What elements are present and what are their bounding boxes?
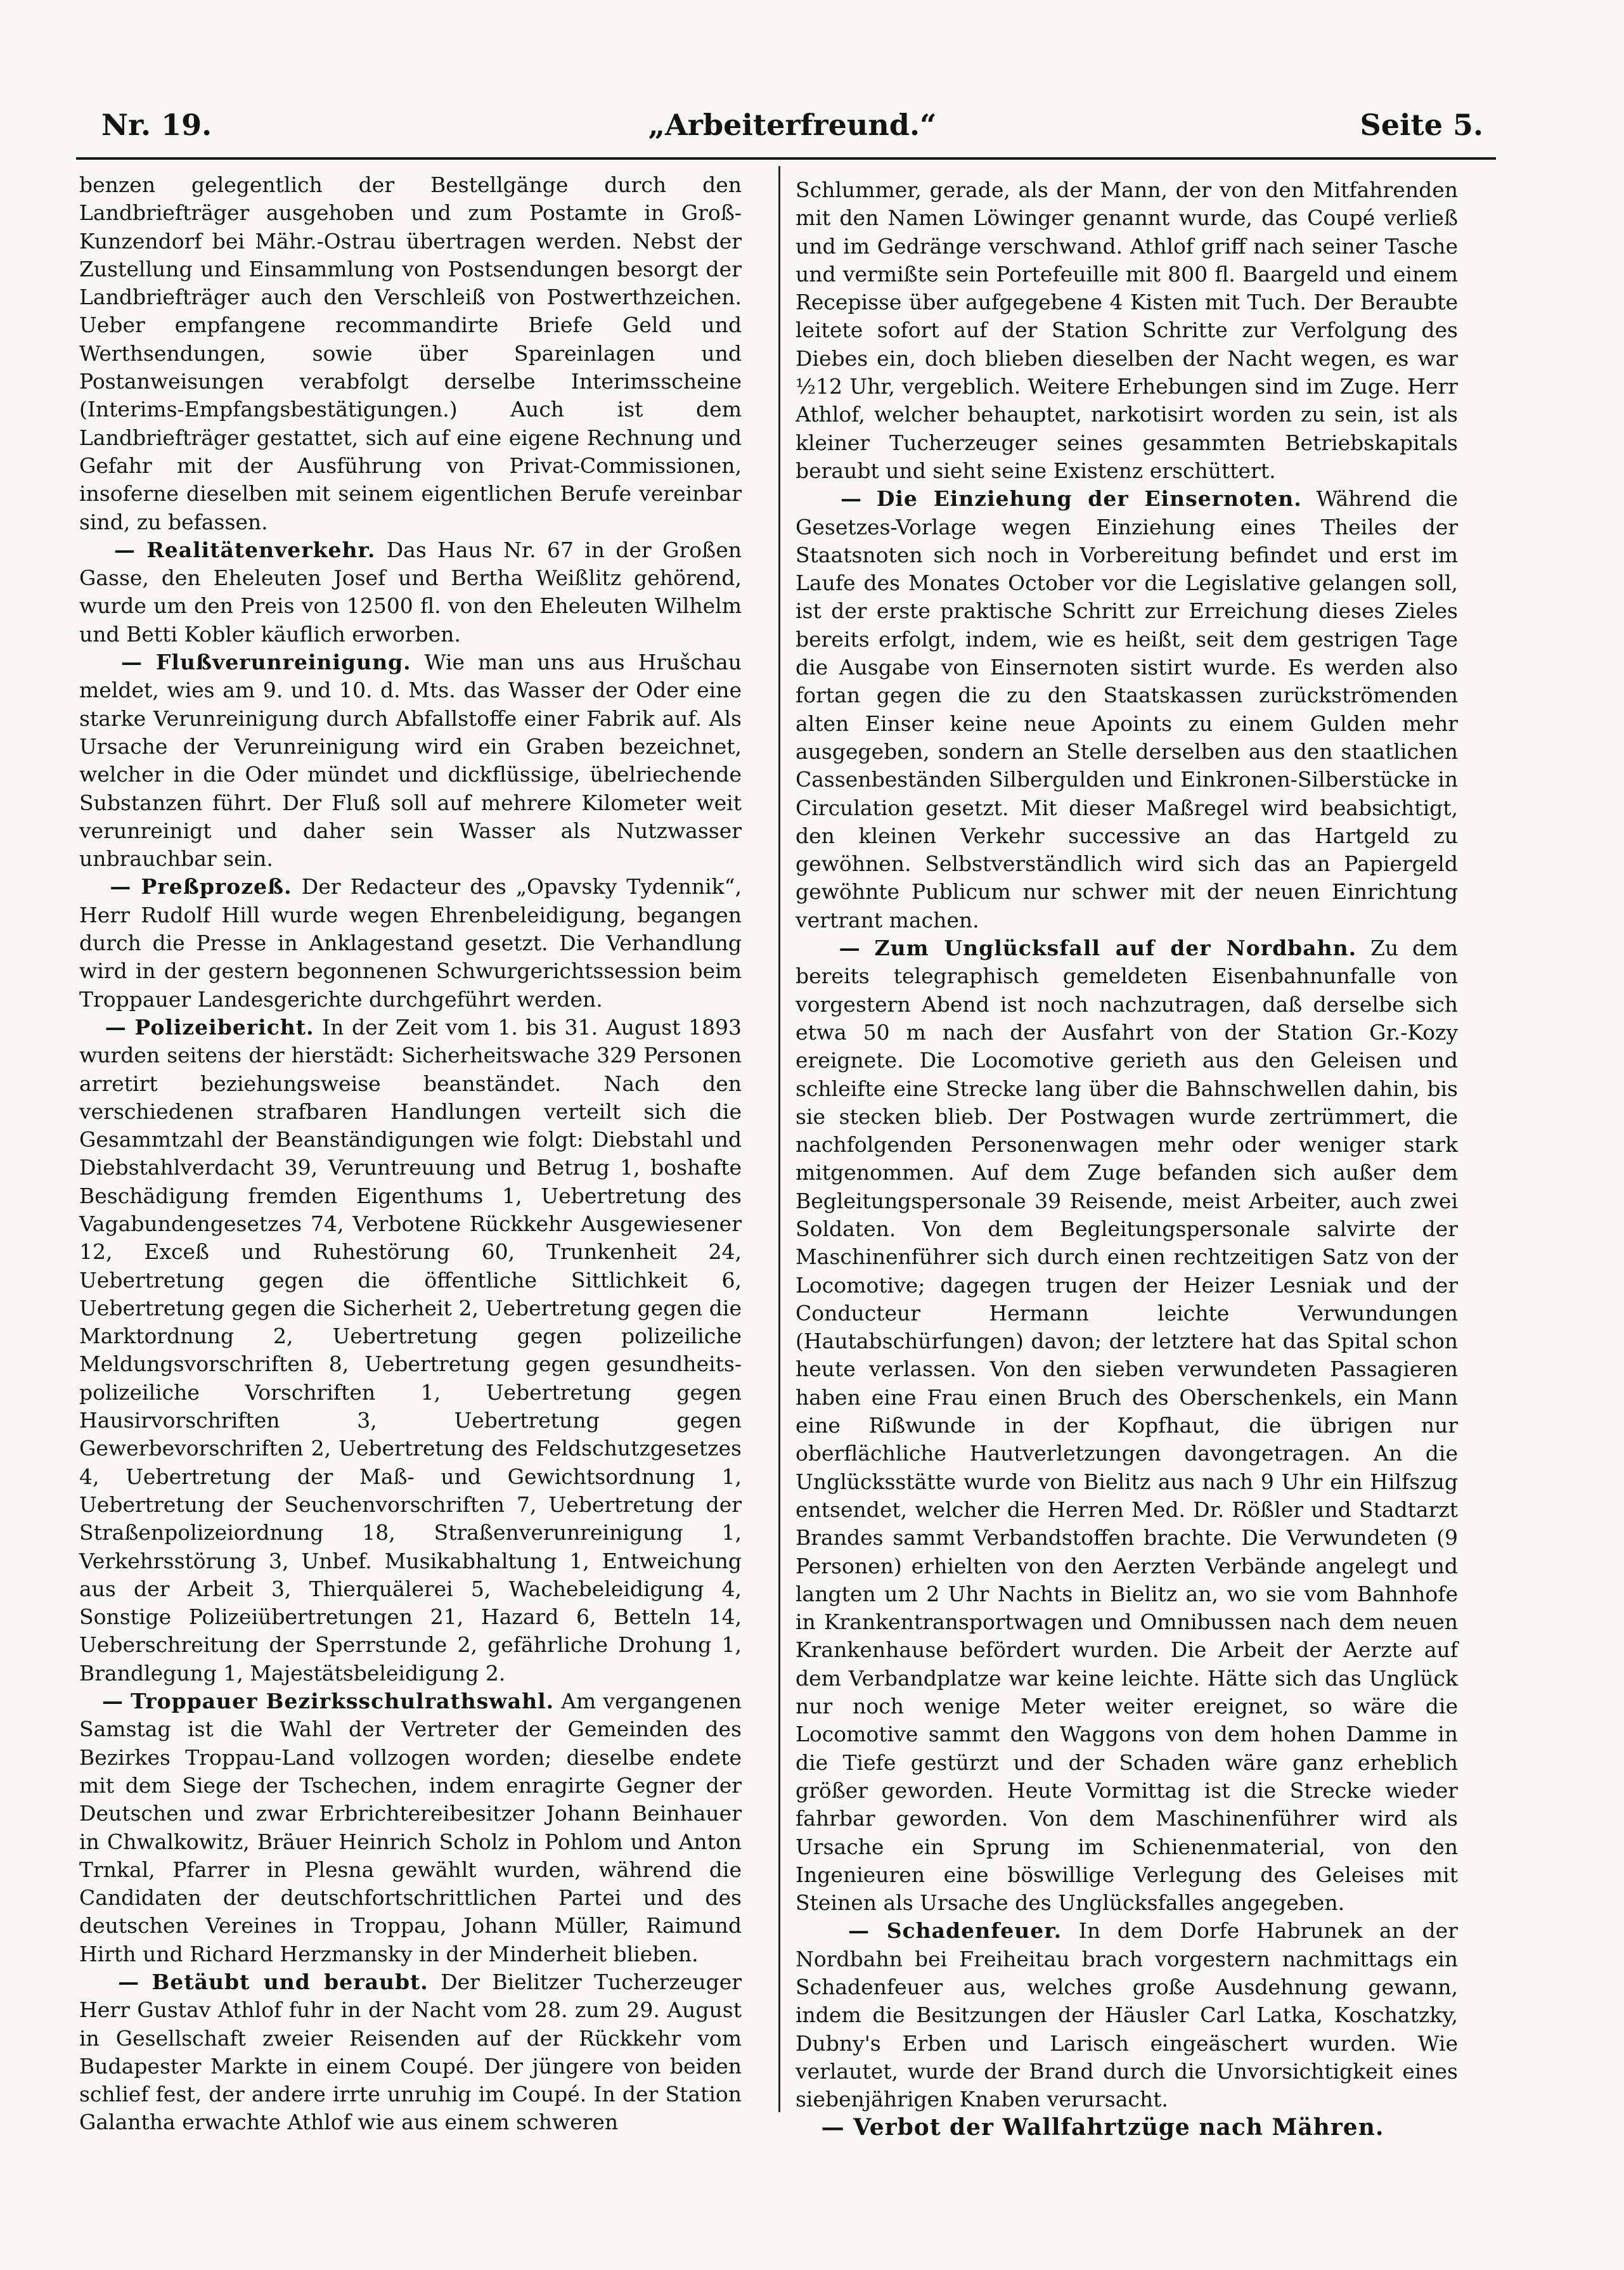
article-heading: Polizeibericht. (134, 1014, 314, 1040)
header-rule (76, 157, 1496, 160)
article-heading: Realitätenverkehr. (146, 537, 376, 562)
article-realitaetenverkehr: — Realitätenverkehr. Das Haus Nr. 67 in der Großen Gasse, den Eheleuten Josef und Bertha Weißlitz gehörend, wurde um den Preis von 12500 fl. von den Eheleuten Wilhelm und Betti Kobler käuflich erworben. (79, 537, 742, 647)
article-body: In der Zeit vom 1. bis 31. August 1893 wurden seitens der hierstädt: Sicherheitswache 329 Personen arretirt beziehungsweise beanständet. Nach den verschiedenen strafbaren Handlungen verteilt sich die Gesammtzahl der Beanständigungen wie folgt: Diebstahl und Diebstahlverdacht 39, Veruntreuung und Betrug 1, boshafte Beschädigung fremden Eigenthums 1, Uebertretung des Vagabundengesetzes 74, Verbotene Rückkehr Ausgewiesener 12, Exceß und Ruhestörung 60, Trunkenheit 24, Uebertretung gegen die öffentliche Sittlichkeit 6, Uebertretung gegen die Sicherheit 2, Uebertretung gegen die Marktordnung 2, Uebertretung gegen polizeiliche Meldungsvorschriften 8, Uebertretung gegen gesundheits-polizeiliche Vorschriften 1, Uebertretung gegen Hausirvorschriften 3, Uebertretung gegen Gewerbevorschriften 2, Uebertretung des Feldschutzgesetzes 4, Uebertretung der Maß- und Gewichtsordnung 1, Uebertretung der Seuchenvorschriften 7, Uebertretung der Straßenpolizeiordnung 18, Straßenverunreinigung 1, Verkehrsstörung 3, Unbef. Musikabhaltung 1, Entweichung aus der Arbeit 3, Thierquälerei 5, Wachebeleidigung 4, Sonstige Polizeiübertretungen 21, Hazard 6, Betteln 14, Ueberschreitung der Sperrstunde 2, gefährliche Drohung 1, Brandlegung 1, Majestätsbeleidigung 2. (79, 1014, 742, 1686)
article-pressprozess: — Preßprozeß. Der Redacteur des „Opavsky Tydennik“, Herr Rudolf Hill wurde wegen Ehrenbeleidigung, begangen durch die Presse in Anklagestand gesetzt. Die Verhandlung wird in der gestern begonnenen Schwurgerichtssession beim Troppauer Landesgerichte durchgeführt werden. (79, 874, 742, 1012)
article-body: In dem Dorfe Habrunek an der Nordbahn bei Freiheitau brach vorgestern nachmittags ein Schadenfeuer aus, welches große Ausdehnung gewann, indem die Besitzungen der Häusler Carl Latka, Koschatzky, Dubny's Erben und Larisch eingeäschert wurden. Wie verlautet, wurde der Brand durch die Unvorsichtigkeit eines siebenjährigen Knaben verursacht. (796, 1918, 1458, 2112)
article-body: Während die Gesetzes-Vorlage wegen Einziehung eines Theiles der Staatsnoten sich noch in Vorbereitung befindet und erst im Laufe des Monates October vor die Legislative gelangen soll, ist der erste praktische Schritt zur Erreichung dieses Zieles bereits erfolgt, indem, wie es heißt, seit dem gestrigen Tage die Ausgabe von Einsernoten sistirt wurde. Es werden also fortan gegen die zu den Staatskassen zurückströmenden alten Einser keine neue Apoints zu einem Gulden mehr ausgegeben, sondern an Stelle derselben aus den staatlichen Cassenbeständen Silbergulden und Einkronen-Silberstücke in Circulation gesetzt. Mit dieser Maßregel wird beabsichtigt, den kleinen Verkehr successive an das Hartgeld zu gewöhnen. Selbstverständlich wird sich das an Papiergeld gewöhnte Publicum nur schwer mit der neuen Einrichtung vertrant machen. (796, 486, 1458, 932)
article-body: Am vergangenen Samstag ist die Wahl der Vertreter der Gemeinden des Bezirkes Troppau-Land vollzogen worden; dieselbe endete mit dem Siege der Tschechen, indem enragirte Gegner der Deutschen und zwar Erbrichtereibesitzer Johann Beinhauer in Chwalkowitz, Bräuer Heinrich Scholz in Pohlom und Anton Trnkal, Pfarrer in Plesna gewählt wurden, während die Candidaten der deutschfortschrittlichen Partei und des deutschen Vereines in Troppau, Johann Müller, Raimund Hirth und Richard Herzmansky in der Minderheit blieben. (79, 1689, 742, 1966)
article-einsernoten: — Die Einziehung der Einsernoten. Während die Gesetzes-Vorlage wegen Einziehung eines Theiles der Staatsnoten sich noch in Vorbereitung befindet und erst im Laufe des Monates October vor die Legislative gelangen soll, ist der erste praktische Schritt zur Erreichung dieses Zieles bereits erfolgt, indem, wie es heißt, seit dem gestrigen Tage die Ausgabe von Einsernoten sistirt wurde. Es werden also fortan gegen die zu den Staatskassen zurückströmenden alten Einser keine neue Apoints zu einem Gulden mehr ausgegeben, sondern an Stelle derselben aus den staatlichen Cassenbeständen Silbergulden und Einkronen-Silberstücke in Circulation gesetzt. Mit dieser Maßregel wird beabsichtigt, den kleinen Verkehr successive an das Hartgeld zu gewöhnen. Selbstverständlich wird sich das an Papiergeld gewöhnte Publicum nur schwer mit der neuen Einrichtung vertrant machen. (796, 486, 1458, 932)
article-body: Zu dem bereits telegraphisch gemeldeten Eisenbahnunfalle von vorgestern Abend ist noch nachzutragen, daß derselbe sich etwa 50 m nach der Ausfahrt von der Station Gr.-Kozy ereignete. Die Locomotive gerieth aus den Geleisen und schleifte eine Strecke lang über die Bahnschwellen dahin, bis sie stecken blieb. Der Postwagen wurde zertrümmert, die nachfolgenden Personenwagen mehr oder weniger stark mitgenommen. Auf dem Zuge befanden sich außer dem Begleitungspersonale 39 Reisende, meist Arbeiter, auch zwei Soldaten. Von dem Begleitungspersonale salvirte der Maschinenführer sich durch einen rechtzeitigen Satz von der Locomotive; dagegen trugen der Heizer Lesniak und der Conducteur Hermann leichte Verwundungen (Hautabschürfungen) davon; der letztere hat das Spital schon heute verlassen. Von den sieben verwundeten Passagieren haben eine Frau einen Bruch des Oberschenkels, ein Mann eine Rißwunde in der Kopfhaut, die übrigen nur oberflächliche Hautverletzungen davongetragen. An die Unglücksstätte wurde von Bielitz aus nach 9 Uhr ein Hilfszug entsendet, welcher die Herren Med. Dr. Rößler und Stadtarzt Brandes sammt Verbandstoffen brachte. Die Verwundeten (9 Personen) erhielten von den Aerzten Verbände angelegt und langten um 2 Uhr Nachts in Bielitz an, wo sie vom Bahnhofe in Krankentransportwagen und Omnibussen nach dem neuen Krankenhause befördert wurden. Die Arbeit der Aerzte auf dem Verbandplatze war keine leichte. Hätte sich das Unglück nur noch wenige Meter weiter ereignet, so wäre die Locomotive sammt den Waggons von dem hohen Damme in die Tiefe gestürzt und der Schaden wäre ganz erheblich größer geworden. Heute Vormittag ist die Strecke wieder fahrbar geworden. Von dem Maschinenführer wird als Ursache ein Sprung im Schienenmaterial, von den Ingenieuren eine böswillige Verlegung des Geleises mit Steinen als Ursache des Unglücksfalles angegeben. (796, 936, 1458, 1916)
article-heading: Preßprozeß. (141, 874, 292, 900)
article-flussverunreinigung: — Flußverunreinigung. Wie man uns aus Hrušchau meldet, wies am 9. und 10. d. Mts. das Wasser der Oder eine starke Verunreinigung durch Abfallstoffe einer Fabrik auf. Als Ursache der Verunreinigung wird ein Graben bezeichnet, welcher in die Oder mündet und dickflüssige, übelriechende Substanzen führt. Der Fluß soll auf mehrere Kilometer weit verunreinigt und daher sein Wasser als Nutzwasser unbrauchbar sein. (79, 650, 742, 872)
article-heading: Zum Unglücksfall auf der Nordbahn. (874, 936, 1357, 961)
article-nordbahn-unfall: — Zum Unglücksfall auf der Nordbahn. Zu dem bereits telegraphisch gemeldeten Eisenbahnunfalle von vorgestern Abend ist noch nachzutragen, daß derselbe sich etwa 50 m nach der Ausfahrt von der Station Gr.-Kozy ereignete. Die Locomotive gerieth aus den Geleisen und schleifte eine Strecke lang über die Bahnschwellen dahin, bis sie stecken blieb. Der Postwagen wurde zertrümmert, die nachfolgenden Personenwagen mehr oder weniger stark mitgenommen. Auf dem Zuge befanden sich außer dem Begleitungspersonale 39 Reisende, meist Arbeiter, auch zwei Soldaten. Von dem Begleitungspersonale salvirte der Maschinenführer sich durch einen rechtzeitigen Satz von der Locomotive; dagegen trugen der Heizer Lesniak und der Conducteur Hermann leichte Verwundungen (Hautabschürfungen) davon; der letztere hat das Spital schon heute verlassen. Von den sieben verwundeten Passagieren haben eine Frau einen Bruch des Oberschenkels, ein Mann eine Rißwunde in der Kopfhaut, die übrigen nur oberflächliche Hautverletzungen davongetragen. An die Unglücksstätte wurde von Bielitz aus nach 9 Uhr ein Hilfszug entsendet, welcher die Herren Med. Dr. Rößler und Stadtarzt Brandes sammt Verbandstoffen brachte. Die Verwundeten (9 Personen) erhielten von den Aerzten Verbände angelegt und langten um 2 Uhr Nachts in Bielitz an, wo sie vom Bahnhofe in Krankentransportwagen und Omnibussen nach dem neuen Krankenhause befördert wurden. Die Arbeit der Aerzte auf dem Verbandplatze war keine leichte. Hätte sich das Unglück nur noch wenige Meter weiter ereignet, so wäre die Locomotive sammt den Waggons von dem hohen Damme in die Tiefe gestürzt und der Schaden wäre ganz erheblich größer geworden. Heute Vormittag ist die Strecke wieder fahrbar geworden. Von dem Maschinenführer wird als Ursache ein Sprung im Schienenmaterial, von den Ingenieuren eine böswillige Verlegung des Geleises mit Steinen als Ursache des Unglücksfalles angegeben. (796, 936, 1458, 1916)
continued-paragraph: benzen gelegentlich der Bestellgänge durch den Landbriefträger ausgehoben und zum Postamte in Groß-Kunzendorf bei Mähr.-Ostrau übertragen werden. Nebst der Zustellung und Einsammlung von Postsendungen besorgt der Landbriefträger auch den Verschleiß von Postwerthzeichen. Ueber empfangene recommandirte Briefe Geld und Werthsendungen, sowie über Spareinlagen und Postanweisungen verabfolgt derselbe Interimsscheine (Interims-Empfangsbestätigungen.) Auch ist dem Landbriefträger gestattet, sich auf eine eigene Rechnung und Gefahr mit der Ausführung von Privat-Commissionen, insoferne dieselben mit seinem eigentlichen Berufe vereinbar sind, zu befassen. (79, 172, 742, 534)
article-schadenfeuer: — Schadenfeuer. In dem Dorfe Habrunek an der Nordbahn bei Freiheitau brach vorgestern nachmittags ein Schadenfeuer aus, welches große Ausdehnung gewann, indem die Besitzungen der Häusler Carl Latka, Koschatzky, Dubny's Erben und Larisch eingeäschert wurden. Wie verlautet, wurde der Brand durch die Unvorsichtigkeit eines siebenjährigen Knaben verursacht. (796, 1918, 1458, 2112)
article-polizeibericht: — Polizeibericht. In der Zeit vom 1. bis 31. August 1893 wurden seitens der hierstädt: Sicherheitswache 329 Personen arretirt beziehungsweise beanständet. Nach den verschiedenen strafbaren Handlungen verteilt sich die Gesammtzahl der Beanständigungen wie folgt: Diebstahl und Diebstahlverdacht 39, Veruntreuung und Betrug 1, boshafte Beschädigung fremden Eigenthums 1, Uebertretung des Vagabundengesetzes 74, Verbotene Rückkehr Ausgewiesener 12, Exceß und Ruhestörung 60, Trunkenheit 24, Uebertretung gegen die öffentliche Sittlichkeit 6, Uebertretung gegen die Sicherheit 2, Uebertretung gegen die Marktordnung 2, Uebertretung gegen polizeiliche Meldungsvorschriften 8, Uebertretung gegen gesundheits-polizeiliche Vorschriften 1, Uebertretung gegen Hausirvorschriften 3, Uebertretung gegen Gewerbevorschriften 2, Uebertretung des Feldschutzgesetzes 4, Uebertretung der Maß- und Gewichtsordnung 1, Uebertretung der Seuchenvorschriften 7, Uebertretung der Straßenpolizeiordnung 18, Straßenverunreinigung 1, Verkehrsstörung 3, Unbef. Musikabhaltung 1, Entweichung aus der Arbeit 3, Thierquälerei 5, Wachebeleidigung 4, Sonstige Polizeiübertretungen 21, Hazard 6, Betteln 14, Ueberschreitung der Sperrstunde 2, gefährliche Drohung 1, Brandlegung 1, Majestätsbeleidigung 2. (79, 1014, 742, 1686)
page-header (101, 108, 1483, 152)
article-heading: Die Einziehung der Einsernoten. (876, 486, 1302, 512)
column-divider (778, 166, 780, 2112)
article-heading: Betäubt und beraubt. (151, 1970, 429, 1994)
article-bezirksschulrathswahl: — Troppauer Bezirksschulrathswahl. Am vergangenen Samstag ist die Wahl der Vertreter der Gemeinden des Bezirkes Troppau-Land vollzogen worden; dieselbe endete mit dem Siege der Tschechen, indem enragirte Gegner der Deutschen und zwar Erbrichtereibesitzer Johann Beinhauer in Chwalkowitz, Bräuer Heinrich Scholz in Pohlom und Anton Trnkal, Pfarrer in Plesna gewählt wurden, während die Candidaten der deutschfortschrittlichen Partei und des deutschen Vereines in Troppau, Johann Müller, Raimund Hirth und Richard Herzmansky in der Minderheit blieben. (79, 1689, 742, 1966)
issue-number: Nr. 19. (101, 108, 212, 142)
left-column (79, 171, 742, 2137)
article-heading: Troppauer Bezirksschulrathswahl. (131, 1689, 555, 1714)
newspaper-title: „Arbeiterfreund.“ (648, 108, 937, 142)
article-heading: Flußverunreinigung. (155, 650, 411, 675)
article-body: Das Haus Nr. 67 in der Großen Gasse, den Eheleuten Josef und Bertha Weißlitz gehörend, wurde um den Preis von 12500 fl. von den Eheleuten Wilhelm und Betti Kobler käuflich erworben. (79, 537, 742, 647)
article-body: Wie man uns aus Hrušchau meldet, wies am 9. und 10. d. Mts. das Wasser der Oder eine starke Verunreinigung durch Abfallstoffe einer Fabrik auf. Als Ursache der Verunreinigung wird ein Graben bezeichnet, welcher in die Oder mündet und dickflüssige, übelriechende Substanzen führt. Der Fluß soll auf mehrere Kilometer weit verunreinigt und daher sein Wasser als Nutzwasser unbrauchbar sein. (79, 650, 742, 872)
article-wallfahrtzuege: — Verbot der Wallfahrtzüge nach Mähren. (796, 2114, 1384, 2141)
article-body: Der Bielitzer Tucherzeuger Herr Gustav Athlof fuhr in der Nacht vom 28. zum 29. August in Gesellschaft zweier Reisenden auf der Rückkehr vom Budapester Markte in einem Coupé. Der jüngere von beiden schlief fest, der andere irrte unruhig im Coupé. In der Station Galantha erwachte Athlof wie aus einem schweren (79, 1970, 742, 2135)
article-heading: Verbot der Wallfahrtzüge nach Mähren. (853, 2114, 1384, 2141)
page-number: Seite 5. (1360, 108, 1483, 142)
article-heading: Schadenfeuer. (886, 1918, 1062, 1944)
article-betaeubt-und-beraubt: — Betäubt und beraubt. Der Bielitzer Tucherzeuger Herr Gustav Athlof fuhr in der Nacht vom 28. zum 29. August in Gesellschaft zweier Reisenden auf der Rückkehr vom Budapester Markte in einem Coupé. Der jüngere von beiden schlief fest, der andere irrte unruhig im Coupé. In der Station Galantha erwachte Athlof wie aus einem schweren (79, 1970, 742, 2135)
right-column (796, 176, 1458, 2142)
article-body: Der Redacteur des „Opavsky Tydennik“, Herr Rudolf Hill wurde wegen Ehrenbeleidigung, begangen durch die Presse in Anklagestand gesetzt. Die Verhandlung wird in der gestern begonnenen Schwurgerichtssession beim Troppauer Landesgerichte durchgeführt werden. (79, 874, 742, 1012)
continued-paragraph: Schlummer, gerade, als der Mann, der von den Mitfahrenden mit den Namen Löwinger genannt wurde, das Coupé verließ und im Gedränge verschwand. Athlof griff nach seiner Tasche und vermißte sein Portefeuille mit 800 fl. Baargeld und einem Recepisse über aufgegebene 4 Kisten mit Tuch. Der Beraubte leitete sofort auf der Station Schritte zur Verfolgung des Diebes ein, doch blieben dieselben der Nacht wegen, es war ½12 Uhr, vergeblich. Weitere Erhebungen sind im Zuge. Herr Athlof, welcher behauptet, narkotisirt worden zu sein, ist als kleiner Tucherzeuger seines gesammten Betriebskapitals beraubt und sieht seine Existenz erschüttert. (796, 177, 1458, 483)
